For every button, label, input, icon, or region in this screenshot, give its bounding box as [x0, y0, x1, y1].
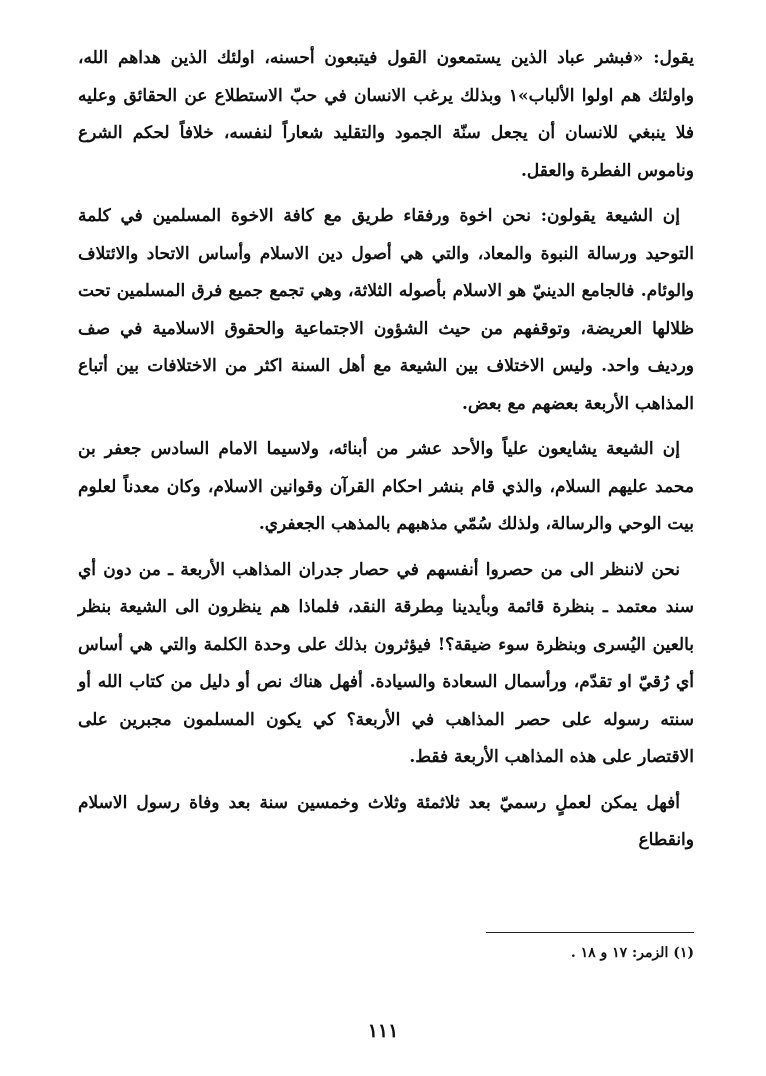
page-number: ١١١: [367, 1020, 399, 1042]
footnote: (١) الزمر: ١٧ و ١٨ .: [570, 945, 694, 961]
paragraph-5: أفهل يمكن لعملٍ رسميّ بعد ثلاثمئة وثلاث وخمسين سنة بعد وفاة رسول الاسلام وانقطاع: [78, 792, 694, 850]
paragraph-3: إن الشيعة يشايعون علياً والأحد عشر من أبنائه، ولاسيما الامام السادس جعفر بن محمد عليهم السلام، والذي قام بنشر احكام القرآن وقوانين الاسلام، وكان معدناً لعلوم بيت الوحي والرسالة، ولذلك سُمّي مذهبهم بالمذهب الجعفري.: [78, 439, 694, 534]
paragraph-1: يقول: «فبشر عباد الذين يستمعون القول فيتبعون أحسنه، اولئك الذين هداهم الله، واولئك هم اولوا الألباب»١ وبذلك يرغب الانسان في حبّ الاستطلاع عن الحقائق وعليه فلا ينبغي للانسان أن يجعل سنّة الجمود والتقليد شعاراً لنفسه، خلافاً لحكم الشرع وناموس الفطرة والعقل.: [78, 48, 694, 181]
paragraph-2: إن الشيعة يقولون: نحن اخوة ورفقاء طريق مع كافة الاخوة المسلمين في كلمة التوحيد ورسالة النبوة والمعاد، والتي هي أصول دين الاسلام وأساس الاتحاد والائتلاف والوئام. فالجامع الدينيّ هو الاسلام بأصوله الثلاثة، وهي تجمع جميع فرق المسلمين تحت ظلالها العريضة، وتوقفهم من حيث الشؤون الاجتماعية والحقوق الاسلامية في صف ورديف واحد. وليس الاختلاف بين الشيعة مع أهل السنة اكثر من الاختلافات بين أتباع المذاهب الأربعة بعضهم مع بعض.: [78, 206, 694, 414]
body-text: [78, 40, 694, 868]
footnote-divider: [486, 932, 694, 933]
paragraph-4: نحن لاننظر الى من حصروا أنفسهم في حصار جدران المذاهب الأربعة ـ من دون أي سند معتمد ـ بنظرة قائمة وبأيدينا مِطرقة النقد، فلماذا هم ينظرون الى الشيعة بنظر بالعين اليُسرى وبنظرة سوء ضيقة؟! فيؤثرون بذلك على وحدة الكلمة والتي هي أساس أي رُقيّ او تقدّم، ورأسمال السعادة والسيادة. أفهل هناك نص أو دليل من كتاب الله أو سنته رسوله على حصر المذاهب في الأربعة؟ كي يكون المسلمون مجبرين على الاقتصار على هذه المذاهب الأربعة فقط.: [78, 559, 694, 767]
